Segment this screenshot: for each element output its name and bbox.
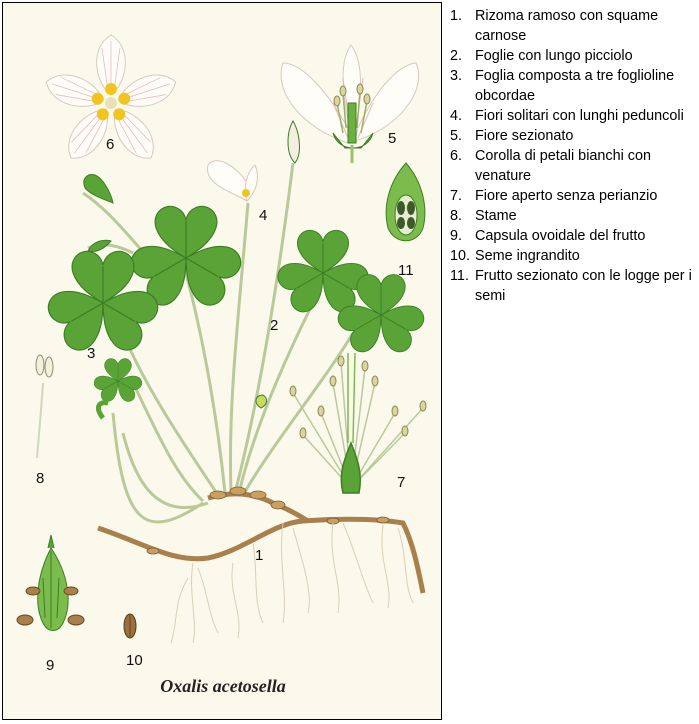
fig-number-7: 7 bbox=[397, 474, 406, 491]
fig-number-2: 2 bbox=[270, 317, 279, 334]
legend-item bbox=[450, 126, 695, 146]
legend-number: 2. bbox=[450, 48, 463, 64]
legend-number: 8. bbox=[450, 208, 463, 224]
legend-item bbox=[450, 206, 695, 226]
botanical-plate bbox=[2, 2, 442, 720]
fig-number-11: 11 bbox=[398, 262, 414, 279]
fig11-sectioned-fruit bbox=[386, 163, 425, 241]
legend-text: Foglia composta a tre foglioline obcordae bbox=[475, 68, 675, 104]
legend-item bbox=[450, 6, 695, 46]
legend-item bbox=[450, 246, 695, 266]
fig8-stamen bbox=[36, 355, 53, 458]
rhizome bbox=[98, 487, 423, 643]
fig-number-6: 6 bbox=[106, 136, 115, 153]
legend-item bbox=[450, 66, 695, 106]
fig10-seed bbox=[124, 614, 136, 638]
legend-number: 9. bbox=[450, 228, 463, 244]
fig5-sectioned-flower bbox=[281, 45, 419, 163]
fig-number-9: 9 bbox=[46, 657, 55, 674]
fig-number-3: 3 bbox=[87, 345, 96, 362]
fig-number-8: 8 bbox=[36, 470, 45, 487]
legend-item bbox=[450, 146, 695, 186]
legend-list bbox=[450, 6, 695, 306]
plant-illustration bbox=[3, 3, 441, 719]
legend-text: Stame bbox=[475, 208, 517, 224]
legend-text: Fiori solitari con lunghi peduncoli bbox=[475, 108, 684, 124]
legend-text: Rizoma ramoso con squame carnose bbox=[475, 8, 659, 44]
legend-number: 6. bbox=[450, 148, 463, 164]
legend-item bbox=[450, 226, 695, 246]
legend-number: 5. bbox=[450, 128, 463, 144]
legend-text: Seme ingrandito bbox=[475, 248, 580, 264]
species-caption: Oxalis acetosella bbox=[160, 676, 286, 696]
fig-number-10: 10 bbox=[126, 652, 143, 669]
fig-number-5: 5 bbox=[388, 130, 397, 147]
legend-text: Capsula ovoidale del frutto bbox=[475, 228, 646, 244]
legend-text: Foglie con lungo picciolo bbox=[475, 48, 633, 64]
legend-number: 7. bbox=[450, 188, 463, 204]
legend-text: Fiore sezionato bbox=[475, 128, 574, 144]
legend-number: 4. bbox=[450, 108, 463, 124]
fig9-capsule bbox=[17, 535, 84, 631]
legend-text: Corolla di petali bianchi con venature bbox=[475, 148, 651, 184]
legend-item bbox=[450, 266, 695, 306]
trifoliate-leaves bbox=[43, 206, 428, 404]
legend-item bbox=[450, 46, 695, 66]
legend-number: 10. bbox=[450, 248, 471, 264]
fig-number-4: 4 bbox=[259, 207, 268, 224]
legend-number: 1. bbox=[450, 8, 463, 24]
fig-number-1: 1 bbox=[255, 547, 264, 564]
legend-item bbox=[450, 106, 695, 126]
fig7-open-flower bbox=[290, 353, 426, 493]
legend-number: 3. bbox=[450, 68, 463, 84]
legend-text: Frutto sezionato con le logge per i semi bbox=[475, 268, 692, 304]
legend-number: 11. bbox=[450, 268, 469, 284]
legend-item bbox=[450, 186, 695, 206]
legend-text: Fiore aperto senza perianzio bbox=[475, 188, 658, 204]
